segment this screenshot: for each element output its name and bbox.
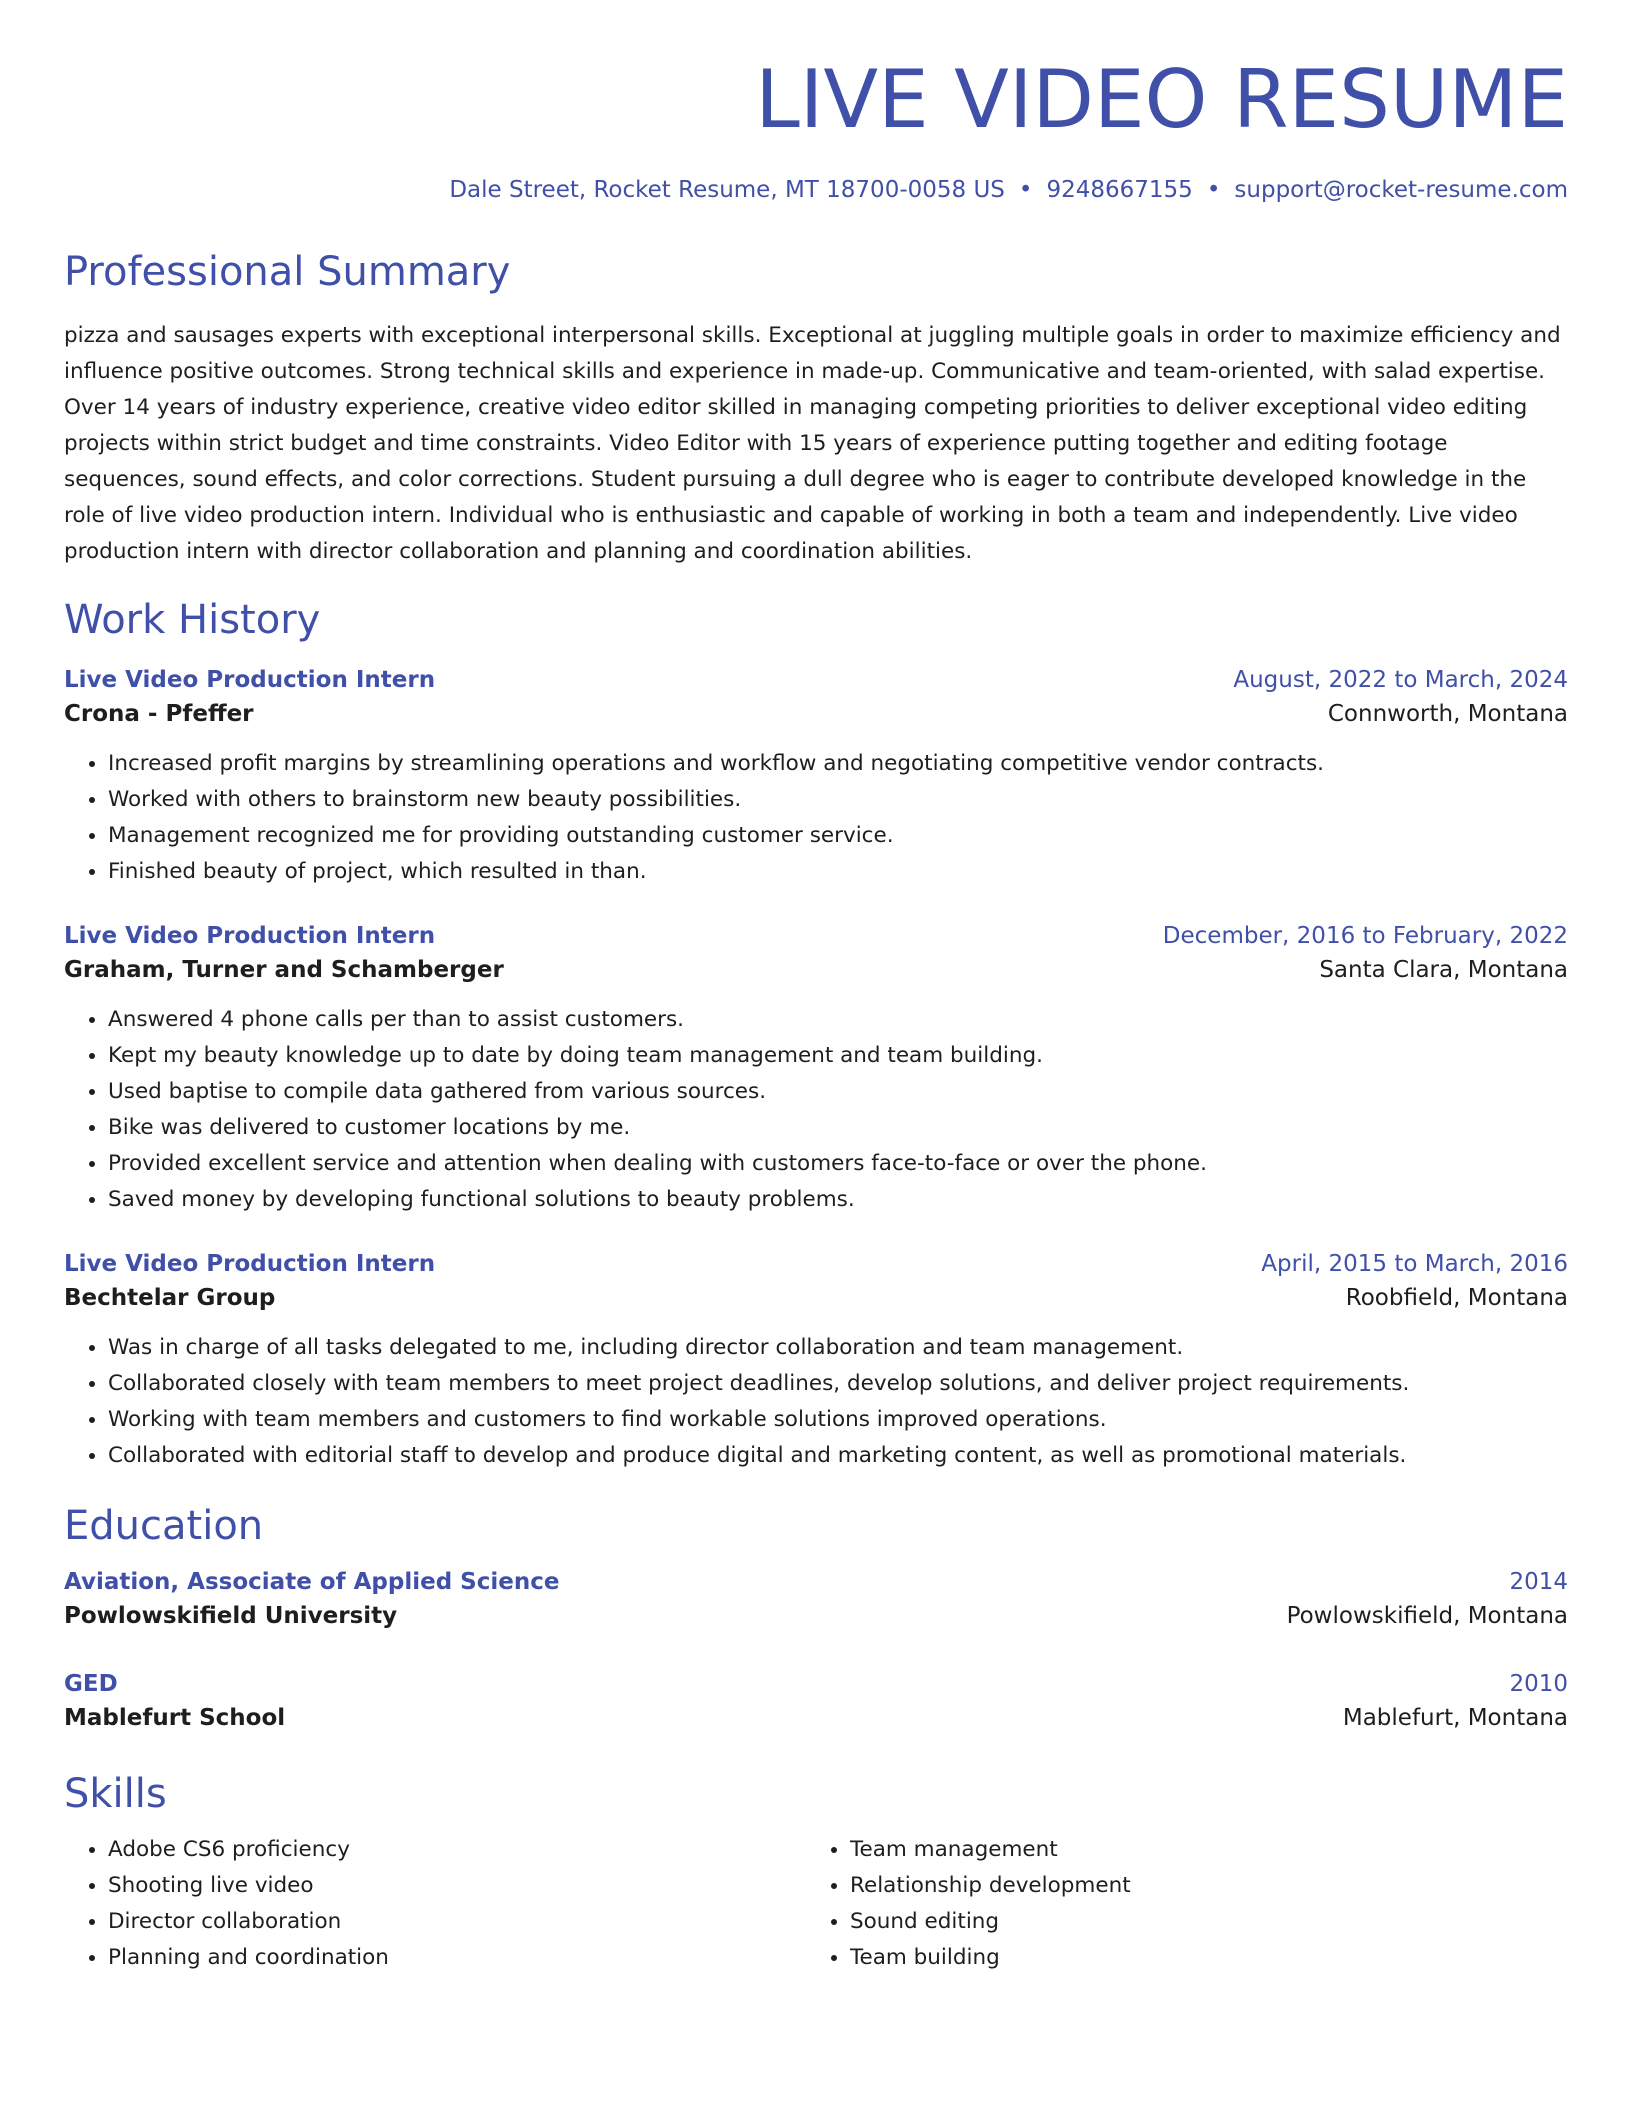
education-school: Powlowskifield University: [64, 1603, 398, 1629]
job-bullet: • Bike was delivered to customer locations by me.: [108, 1110, 1568, 1146]
job-location: Santa Clara, Montana: [1319, 957, 1568, 983]
summary-text: pizza and sausages experts with exceptional interpersonal skills. Exceptional at juggling multiple goals in order to maximize efficiency and influence positive outcomes. Strong technical skills and experience in made-up. Communicative and team-oriented, with salad expertise. Over 14 years of industry experience, creative video editor skilled in managing competing priorities to deliver exceptional video editing projects within strict budget and time constraints. Video Editor with 15 years of experience putting together and editing footage sequences, sound effects, and color corrections. Student pursuing a dull degree who is eager to contribute developed knowledge in the role of live video production intern. Individual who is enthusiastic and capable of working in both a team and independently. Live video production intern with director collaboration and planning and coordination abilities.: [64, 323, 1561, 564]
skills-column-right: [806, 1832, 1548, 1976]
section-title-summary: Professional Summary: [64, 249, 511, 295]
education-entry: [64, 1566, 1568, 1634]
job-dates: December, 2016 to February, 2022: [1162, 923, 1568, 949]
job-bullet: • Collaborated with editorial staff to develop and produce digital and marketing content, as well as promotional materials.: [108, 1438, 1568, 1474]
section-title-skills: Skills: [64, 1771, 167, 1817]
job-company: Crona - Pfeffer: [64, 701, 254, 727]
job-bullet: • Provided excellent service and attention when dealing with customers face-to-face or over the phone.: [108, 1146, 1568, 1182]
job-bullet: • Working with team members and customers to find workable solutions improved operations.: [108, 1402, 1568, 1438]
education-location: Powlowskifield, Montana: [1286, 1603, 1568, 1629]
job-location: Roobfield, Montana: [1345, 1285, 1568, 1311]
job-bullet: • Saved money by developing functional solutions to beauty problems.: [108, 1182, 1568, 1218]
resume-name: LIVE VIDEO RESUME: [755, 53, 1568, 146]
skill-item: • Team management: [850, 1832, 1548, 1868]
job-bullet: • Finished beauty of project, which resulted in than.: [108, 854, 1568, 890]
job-bullets: [64, 1330, 1568, 1474]
job-bullet: • Was in charge of all tasks delegated to me, including director collaboration and team management.: [108, 1330, 1568, 1366]
contact-email[interactable]: support@rocket-resume.com: [1234, 177, 1568, 203]
job-dates: April, 2015 to March, 2016: [1261, 1251, 1568, 1277]
skills-list: [64, 1832, 806, 1976]
education-location: Mablefurt, Montana: [1342, 1705, 1568, 1731]
skills-list: [806, 1832, 1548, 1976]
job-bullet: • Management recognized me for providing outstanding customer service.: [108, 818, 1568, 854]
job-bullet: • Worked with others to brainstorm new beauty possibilities.: [108, 782, 1568, 818]
job-role: Live Video Production Intern: [64, 923, 436, 949]
education-entry: [64, 1668, 1568, 1736]
job-bullet: • Collaborated closely with team members to meet project deadlines, develop solutions, and deliver project requirements.: [108, 1366, 1568, 1402]
job-bullet: • Increased profit margins by streamlining operations and workflow and negotiating competitive vendor contracts.: [108, 746, 1568, 782]
job-location: Connworth, Montana: [1327, 701, 1568, 727]
work-entry: [64, 664, 1568, 890]
job-company: Bechtelar Group: [64, 1285, 276, 1311]
skill-item: • Shooting live video: [108, 1868, 806, 1904]
section-title-work: Work History: [64, 597, 321, 643]
job-bullets: [64, 1002, 1568, 1218]
skill-item: • Team building: [850, 1940, 1548, 1976]
skill-item: • Planning and coordination: [108, 1940, 806, 1976]
skill-item: • Relationship development: [850, 1868, 1548, 1904]
work-entry: [64, 1248, 1568, 1474]
job-role: Live Video Production Intern: [64, 1251, 436, 1277]
job-bullet: • Used baptise to compile data gathered from various sources.: [108, 1074, 1568, 1110]
job-bullets: [64, 746, 1568, 890]
education-school: Mablefurt School: [64, 1705, 286, 1731]
skills-grid: [64, 1832, 1568, 1976]
contact-address: Dale Street, Rocket Resume, MT 18700-0058 US: [449, 177, 1005, 203]
contact-separator: •: [1018, 177, 1033, 203]
work-entry: [64, 920, 1568, 1218]
job-company: Graham, Turner and Schamberger: [64, 957, 504, 983]
skill-item: • Adobe CS6 proficiency: [108, 1832, 806, 1868]
job-bullet: • Kept my beauty knowledge up to date by doing team management and team building.: [108, 1038, 1568, 1074]
contact-separator: •: [1206, 177, 1221, 203]
skill-item: • Sound editing: [850, 1904, 1548, 1940]
job-bullet: • Answered 4 phone calls per than to assist customers.: [108, 1002, 1568, 1038]
job-dates: August, 2022 to March, 2024: [1233, 667, 1568, 693]
education-degree: Aviation, Associate of Applied Science: [64, 1569, 560, 1595]
education-year: 2014: [1509, 1569, 1568, 1595]
contact-line: [64, 176, 1568, 204]
contact-phone: 9248667155: [1046, 177, 1193, 203]
skills-column-left: [64, 1832, 806, 1976]
section-title-education: Education: [64, 1503, 264, 1549]
education-year: 2010: [1509, 1671, 1568, 1697]
education-degree: GED: [64, 1671, 118, 1697]
job-role: Live Video Production Intern: [64, 667, 436, 693]
skill-item: • Director collaboration: [108, 1904, 806, 1940]
